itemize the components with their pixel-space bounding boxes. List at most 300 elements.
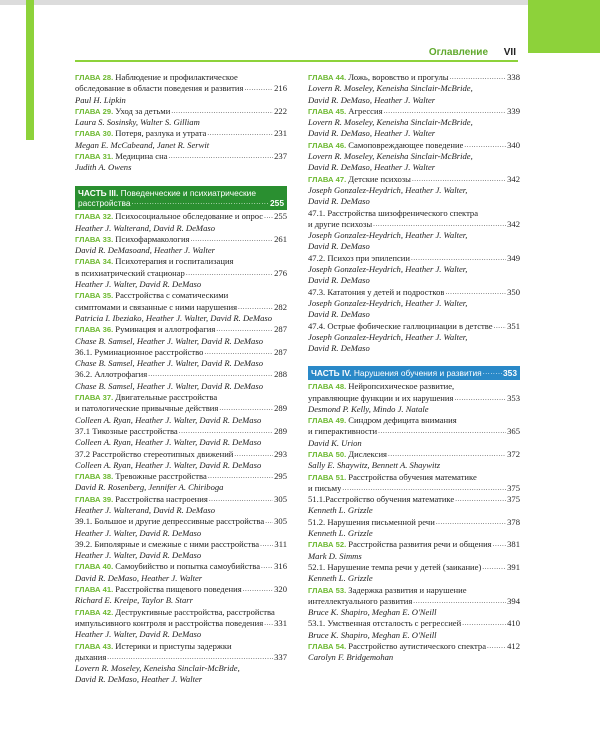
page-number: 337	[274, 651, 287, 662]
toc-subentry[interactable]	[75, 347, 287, 370]
entry-title: 51.2. Нарушения письменной речи	[308, 516, 435, 527]
entry-line	[308, 641, 520, 652]
entry-title: ГЛАВА 37. Двигательные расстройства	[75, 392, 218, 403]
page-number: 394	[507, 595, 520, 606]
page-number: 289	[274, 425, 287, 436]
toc-chapter-entry[interactable]	[75, 494, 287, 517]
entry-authors: Colleen A. Ryan, Heather J. Walter, David R. DeMaso	[75, 414, 262, 425]
entry-line	[308, 539, 520, 550]
toc-chapter-entry[interactable]	[75, 151, 287, 174]
toc-subentry[interactable]	[75, 449, 287, 472]
entry-title: управляющие функции и их нарушения	[308, 392, 454, 403]
entry-title: симптомами и связанные с ними нарушения	[75, 301, 238, 312]
part-line	[78, 188, 284, 199]
page-number: 351	[507, 320, 520, 331]
page-number: 305	[274, 516, 287, 527]
entry-authors: David R. Rosenberg, Jennifer A. Chiriboga	[75, 482, 224, 493]
toc-column-left	[75, 72, 287, 686]
page-number: 237	[274, 151, 287, 162]
toc-chapter-entry[interactable]	[308, 472, 520, 495]
chapter-label: ГЛАВА 33.	[75, 234, 116, 244]
toc-chapter-entry[interactable]	[308, 174, 520, 208]
entry-line	[75, 641, 287, 652]
dot-leader	[260, 539, 273, 550]
section-gap	[75, 174, 287, 182]
header-page-number: VII	[503, 47, 516, 58]
toc-chapter-entry[interactable]	[308, 140, 520, 174]
chapter-label: ГЛАВА 51.	[308, 472, 349, 482]
entry-line	[75, 584, 287, 595]
entry-line	[75, 426, 287, 437]
page-number: 305	[274, 493, 287, 504]
entry-title: ГЛАВА 44. Ложь, воровство и прогулы	[308, 72, 449, 82]
toc-subentry[interactable]	[308, 253, 520, 287]
chapter-label: ГЛАВА 36.	[75, 325, 116, 335]
entry-authors: Heather J. Walterand, David R. DeMaso	[75, 222, 216, 233]
dot-leader	[413, 596, 506, 607]
part-label: ЧАСТЬ IV.	[311, 368, 354, 379]
entry-title: ГЛАВА 42. Деструктивные расстройства, расстройства	[75, 606, 275, 617]
header-rule	[75, 60, 518, 62]
page-number: 381	[507, 539, 520, 550]
entry-line	[308, 562, 520, 573]
chapter-label: ГЛАВА 38.	[75, 472, 116, 482]
dot-leader	[234, 449, 273, 460]
dot-leader	[238, 302, 273, 313]
page-number: 320	[274, 584, 287, 595]
entry-title: и другие психозы	[308, 218, 373, 229]
dot-leader	[436, 517, 506, 528]
entry-line	[308, 219, 520, 230]
entry-title: ГЛАВА 32. Психосоциальное обследование и опрос	[75, 211, 264, 222]
entry-title: 51.1.Расстройство обучения математике	[308, 494, 455, 505]
entry-authors: Chase B. Samsel, Heather J. Walter, David R. DeMaso	[75, 335, 263, 346]
page-number: 255	[274, 211, 287, 222]
entry-authors: Kenneth L. Grizzle	[308, 573, 373, 584]
page-number: 282	[274, 301, 287, 312]
entry-authors: Heather J. Walter, David R. DeMaso	[75, 629, 202, 640]
dot-leader	[208, 471, 273, 482]
entry-title: ГЛАВА 30. Потеря, разлука и утрата	[75, 128, 207, 139]
dot-leader	[450, 72, 507, 83]
chapter-label: ГЛАВА 42.	[75, 607, 116, 617]
toc-subentry[interactable]	[308, 494, 520, 517]
entry-authors: David R. DeMaso, Heather J. Walter	[308, 128, 436, 139]
entry-line	[75, 347, 287, 358]
dot-leader	[186, 268, 273, 279]
chapter-label: ГЛАВА 47.	[308, 174, 349, 184]
dot-leader	[378, 426, 506, 437]
entry-title: 47.4. Острые фобические галлюцинации в детстве	[308, 320, 493, 331]
entry-title: ГЛАВА 47. Детские психозы	[308, 173, 411, 184]
entry-title: ГЛАВА 46. Самоповреждающее поведение	[308, 139, 464, 150]
page-number: 342	[507, 218, 520, 229]
toc-chapter-entry[interactable]	[308, 381, 520, 415]
entry-title: 39.1. Большое и другие депрессивные расстройства	[75, 516, 265, 527]
entry-title: 52.1. Нарушение темпа речи у детей (заикание)	[308, 561, 482, 572]
toc-subentry[interactable]	[308, 562, 520, 585]
entry-line	[75, 494, 287, 505]
entry-line	[308, 72, 520, 83]
entry-authors: Paul H. Lipkin	[75, 94, 126, 105]
entry-authors: Desmond P. Kelly, Mindo J. Natale	[308, 403, 429, 414]
entry-authors: Colleen A. Ryan, Heather J. Walter, David R. DeMaso	[75, 459, 262, 470]
toc-chapter-entry[interactable]	[308, 415, 520, 449]
chapter-label: ГЛАВА 44.	[308, 73, 349, 82]
entry-authors: David R. DeMaso	[308, 309, 370, 320]
part-heading[interactable]	[75, 186, 287, 211]
entry-line	[308, 472, 520, 483]
entry-line	[308, 287, 520, 298]
dot-leader	[493, 539, 506, 550]
page-number: 391	[507, 561, 520, 572]
entry-authors: Judith A. Owens	[75, 162, 132, 173]
entry-line	[75, 403, 287, 414]
page-number: 288	[274, 369, 287, 380]
entry-authors: David R. DeMaso, Heather J. Walter	[75, 572, 203, 583]
dot-leader	[384, 106, 507, 117]
dot-leader	[209, 494, 273, 505]
page-number: 255	[270, 198, 284, 209]
entry-authors: David R. DeMaso, Heather J. Walter	[75, 674, 203, 685]
entry-title: ГЛАВА 28. Наблюдение и профилактическое	[75, 72, 238, 82]
entry-title: ГЛАВА 35. Расстройства с соматическими	[75, 290, 229, 301]
entry-title: в психиатрический стационар	[75, 267, 185, 278]
entry-title: 47.1. Расстройства шизофренического спектра	[308, 207, 479, 218]
entry-line	[75, 290, 287, 301]
entry-title: 36.2. Аллотрофагия	[75, 369, 148, 380]
entry-title: 36.1. Руминационное расстройство	[75, 346, 204, 357]
chapter-label: ГЛАВА 54.	[308, 642, 349, 652]
entry-authors: Lovern R. Moseley, Keneisha Sinclair-McBride,	[75, 663, 240, 674]
page-number: 261	[274, 233, 287, 244]
part-line	[78, 198, 284, 209]
toc-subentry[interactable]	[75, 539, 287, 562]
entry-title: ГЛАВА 41. Расстройства пищевого поведения	[75, 584, 242, 595]
dot-leader	[445, 287, 506, 298]
dot-leader	[207, 128, 273, 139]
dot-leader	[243, 584, 273, 595]
entry-authors: Heather J. Walter, David R. DeMaso	[75, 279, 202, 290]
chapter-label: ГЛАВА 31.	[75, 152, 116, 162]
entry-line	[308, 208, 520, 219]
corner-accent	[528, 0, 600, 53]
dot-leader	[264, 618, 273, 629]
entry-authors: Joseph Gonzalez-Heydrich, Heather J. Walter,	[308, 184, 468, 195]
entry-authors: Bruce K. Shapiro, Meghan E. O'Neill	[308, 607, 437, 618]
entry-line	[75, 83, 287, 94]
dot-leader	[204, 347, 273, 358]
entry-authors: Lovern R. Moseley, Keneisha Sinclair-McBride,	[308, 117, 473, 128]
entry-authors: David R. DeMaso, Heather J. Walter	[308, 94, 436, 105]
page-number: 338	[507, 72, 520, 82]
part-heading[interactable]	[308, 366, 520, 380]
page-number: 365	[507, 426, 520, 437]
entry-title: ГЛАВА 53. Задержка развития и нарушение	[308, 584, 467, 595]
left-accent-bar	[26, 0, 34, 140]
entry-title: импульсивного контроля и расстройства поведения	[75, 617, 264, 628]
chapter-label: ГЛАВА 45.	[308, 106, 349, 116]
toc-chapter-entry[interactable]	[75, 584, 287, 607]
entry-line	[308, 494, 520, 505]
page-number: 410	[507, 618, 520, 629]
entry-authors: Chase B. Samsel, Heather J. Walter, David R. DeMaso	[75, 380, 263, 391]
entry-authors: Joseph Gonzalez-Heydrich, Heather J. Walter,	[308, 264, 468, 275]
toc-chapter-entry[interactable]	[75, 211, 287, 234]
chapter-label: ГЛАВА 35.	[75, 291, 116, 301]
entry-line	[308, 517, 520, 528]
entry-line	[308, 106, 520, 117]
chapter-label: ГЛАВА 28.	[75, 73, 116, 82]
entry-line	[75, 151, 287, 162]
entry-authors: David K. Urion	[308, 437, 362, 448]
entry-line	[308, 415, 520, 426]
entry-title: 37.1 Тикозные расстройства	[75, 425, 178, 436]
page-number: 378	[507, 516, 520, 527]
page-number: 350	[507, 286, 520, 297]
entry-title: 39.2. Биполярные и смежные с ними расстройства	[75, 538, 260, 549]
part-title-text: ЧАСТЬ III. Поведенческие и психиатрические	[78, 187, 257, 198]
page-number: 222	[274, 105, 287, 116]
page-number: 287	[274, 324, 287, 335]
entry-line	[75, 392, 287, 403]
page-number: 349	[507, 252, 520, 263]
entry-line	[308, 585, 520, 596]
page-number: 316	[274, 561, 287, 572]
entry-title: ГЛАВА 29. Уход за детьми	[75, 105, 171, 116]
entry-line	[75, 324, 287, 335]
toc-chapter-entry[interactable]	[75, 234, 287, 257]
entry-line	[308, 140, 520, 151]
entry-title: дыхания	[75, 651, 107, 662]
entry-line	[75, 539, 287, 550]
entry-line	[75, 234, 287, 245]
dot-leader	[179, 426, 273, 437]
toc-chapter-entry[interactable]	[75, 128, 287, 151]
part-title-text: ЧАСТЬ IV. Нарушения обучения и развития	[311, 368, 482, 379]
entry-authors: Richard E. Kreipe, Taylor B. Starr	[75, 595, 193, 606]
toc-subentry[interactable]	[308, 517, 520, 540]
page-number: 339	[507, 105, 520, 116]
chapter-label: ГЛАВА 32.	[75, 212, 116, 222]
toc-chapter-entry[interactable]	[75, 607, 287, 641]
chapter-label: ГЛАВА 46.	[308, 140, 349, 150]
toc-chapter-entry[interactable]	[308, 539, 520, 562]
entry-authors: Carolyn F. Bridgemohan	[308, 652, 394, 663]
page-number: 340	[507, 139, 520, 150]
toc-subentry[interactable]	[308, 208, 520, 253]
toc-chapter-entry[interactable]	[75, 72, 287, 106]
entry-line	[75, 369, 287, 380]
page-number: 289	[274, 403, 287, 414]
entry-authors: David R. DeMaso	[308, 275, 370, 286]
entry-line	[308, 253, 520, 264]
entry-title: ГЛАВА 34. Психотерапия и госпитализация	[75, 256, 234, 267]
part-line	[311, 368, 517, 379]
toc-subentry[interactable]	[308, 287, 520, 321]
entry-title: 37.2 Расстройство стереотипных движений	[75, 448, 234, 459]
page-number: 293	[274, 448, 287, 459]
dot-leader	[342, 483, 506, 494]
entry-authors: David R. DeMaso	[308, 196, 370, 207]
page-number: 216	[274, 83, 287, 94]
entry-line	[75, 449, 287, 460]
dot-leader	[148, 369, 273, 380]
dot-leader	[462, 618, 506, 629]
entry-title: ГЛАВА 33. Психофармакология	[75, 233, 190, 244]
dot-leader	[216, 324, 273, 335]
entry-line	[308, 393, 520, 404]
toc-subentry[interactable]	[75, 426, 287, 449]
toc-chapter-entry[interactable]	[308, 449, 520, 472]
entry-title: ГЛАВА 39. Расстройства настроения	[75, 493, 208, 504]
dot-leader	[191, 234, 274, 245]
toc-chapter-entry[interactable]	[75, 641, 287, 686]
entry-authors: David R. DeMasoand, Heather J. Walter	[75, 245, 216, 256]
entry-authors: Kenneth L. Grizzle	[308, 505, 373, 516]
dot-leader	[455, 494, 506, 505]
toc-chapter-entry[interactable]	[75, 471, 287, 494]
entry-title: ГЛАВА 49. Синдром дефицита внимания	[308, 415, 457, 426]
entry-title: ГЛАВА 48. Нейропсихическое развитие,	[308, 381, 455, 392]
running-header	[75, 45, 518, 62]
entry-authors: Kenneth L. Grizzle	[308, 528, 373, 539]
toc-chapter-entry[interactable]	[75, 324, 287, 347]
chapter-label: ГЛАВА 50.	[308, 450, 349, 459]
part-label: ЧАСТЬ III.	[78, 187, 121, 198]
toc-chapter-entry[interactable]	[308, 585, 520, 619]
page-number: 353	[503, 368, 517, 379]
entry-authors: Megan E. McCabeand, Janet R. Serwit	[75, 139, 210, 150]
dot-leader	[265, 516, 273, 527]
entry-title: и гиперактивности	[308, 426, 378, 437]
entry-title: ГЛАВА 43. Истерики и приступы задержки	[75, 640, 232, 651]
entry-authors: Mark D. Simms	[308, 550, 362, 561]
dot-leader	[487, 641, 506, 652]
dot-leader	[169, 151, 274, 162]
entry-authors: David R. DeMaso	[308, 241, 370, 252]
dot-leader	[494, 321, 507, 332]
chapter-label: ГЛАВА 43.	[75, 641, 116, 651]
entry-authors: Joseph Gonzalez-Heydrich, Heather J. Walter,	[308, 297, 468, 308]
entry-line	[75, 211, 287, 222]
page-number: 331	[274, 617, 287, 628]
dot-leader	[171, 106, 273, 117]
section-gap	[308, 354, 520, 362]
entry-authors: Lovern R. Moseley, Keneisha Sinclair-McBride,	[308, 151, 473, 162]
entry-authors: David R. DeMaso, Heather J. Walter	[308, 162, 436, 173]
entry-authors: David R. DeMaso	[308, 343, 370, 354]
chapter-label: ГЛАВА 49.	[308, 416, 349, 426]
dot-leader	[219, 403, 273, 414]
chapter-label: ГЛАВА 34.	[75, 257, 116, 267]
dot-leader	[261, 561, 273, 572]
dot-leader	[107, 652, 273, 663]
entry-line	[308, 449, 520, 460]
entry-line	[308, 381, 520, 392]
entry-authors: Bruce K. Shapiro, Meghan E. O'Neill	[308, 629, 437, 640]
entry-authors: Colleen A. Ryan, Heather J. Walter, David R. DeMaso	[75, 437, 262, 448]
page-number: 342	[507, 173, 520, 184]
toc-chapter-entry[interactable]	[75, 561, 287, 584]
entry-line	[308, 321, 520, 332]
entry-title: ГЛАВА 52. Расстройства развития речи и общения	[308, 539, 492, 550]
chapter-label: ГЛАВА 40.	[75, 562, 116, 572]
dot-leader	[412, 174, 506, 185]
toc-chapter-entry[interactable]	[308, 641, 520, 664]
entry-title: ГЛАВА 45. Агрессия	[308, 105, 383, 116]
entry-title: ГЛАВА 50. Дислексия	[308, 449, 388, 459]
dot-leader	[373, 219, 506, 230]
chapter-label: ГЛАВА 29.	[75, 106, 116, 116]
entry-title: 53.1. Умственная отсталость с регрессией	[308, 618, 462, 629]
chapter-label: ГЛАВА 48.	[308, 382, 349, 392]
entry-line	[75, 652, 287, 663]
chapter-label: ГЛАВА 41.	[75, 585, 116, 595]
chapter-label: ГЛАВА 30.	[75, 129, 116, 139]
entry-title: и патологические привычные действия	[75, 403, 219, 414]
toc-chapter-entry[interactable]	[75, 106, 287, 129]
page-number: 287	[274, 346, 287, 357]
entry-authors: Lovern R. Moseley, Keneisha Sinclair-McBride,	[308, 83, 473, 94]
entry-title: ГЛАВА 54. Расстройство аутистического спектра	[308, 641, 487, 652]
toc-chapter-entry[interactable]	[308, 106, 520, 140]
page-number: 372	[507, 449, 520, 459]
entry-line	[75, 607, 287, 618]
entry-title: ГЛАВА 38. Тревожные расстройства	[75, 471, 207, 482]
dot-leader	[483, 368, 502, 379]
dot-leader	[464, 140, 506, 151]
dot-leader	[132, 198, 269, 209]
entry-title: ГЛАВА 40. Самоубийство и попытка самоубийства	[75, 561, 261, 572]
dot-leader	[411, 253, 506, 264]
chapter-label: ГЛАВА 39.	[75, 494, 116, 504]
entry-title: интеллектуального развития	[308, 595, 413, 606]
toc-chapter-entry[interactable]	[75, 256, 287, 290]
toc-subentry[interactable]	[75, 369, 287, 392]
dot-leader	[388, 449, 506, 460]
toc-chapter-entry[interactable]	[75, 392, 287, 426]
entry-line	[75, 618, 287, 629]
entry-authors: Joseph Gonzalez-Heydrich, Heather J. Walter,	[308, 331, 468, 342]
entry-title: 47.3. Кататония у детей и подростков	[308, 286, 445, 297]
page-number: 353	[507, 392, 520, 403]
toc-subentry[interactable]	[75, 516, 287, 539]
dot-leader	[244, 83, 273, 94]
dot-leader	[454, 393, 506, 404]
entry-line	[75, 268, 287, 279]
toc-subentry[interactable]	[308, 618, 520, 641]
chapter-label: ГЛАВА 52.	[308, 540, 349, 550]
entry-line	[75, 106, 287, 117]
entry-line	[75, 561, 287, 572]
header-title: Оглавление	[428, 47, 488, 58]
entry-authors: Patricia I. Ibeziako, Heather J. Walter, David R. DeMaso	[75, 312, 273, 323]
chapter-label: ГЛАВА 53.	[308, 585, 349, 595]
entry-title: 47.2. Психоз при эпилепсии	[308, 252, 411, 263]
toc-column-right	[308, 72, 520, 664]
entry-title: ГЛАВА 51. Расстройства обучения математике	[308, 471, 477, 482]
top-rule	[0, 0, 528, 5]
toc-chapter-entry[interactable]	[75, 290, 287, 324]
toc-chapter-entry[interactable]	[308, 72, 520, 106]
part-title-text: расстройства	[78, 198, 131, 209]
entry-title: ГЛАВА 36. Руминация и аллотрофагия	[75, 324, 216, 335]
page-number: 295	[274, 471, 287, 482]
entry-title: обследование в области поведения и развития	[75, 83, 244, 94]
toc-subentry[interactable]	[308, 321, 520, 355]
entry-authors: Joseph Gonzalez-Heydrich, Heather J. Walter,	[308, 230, 468, 241]
